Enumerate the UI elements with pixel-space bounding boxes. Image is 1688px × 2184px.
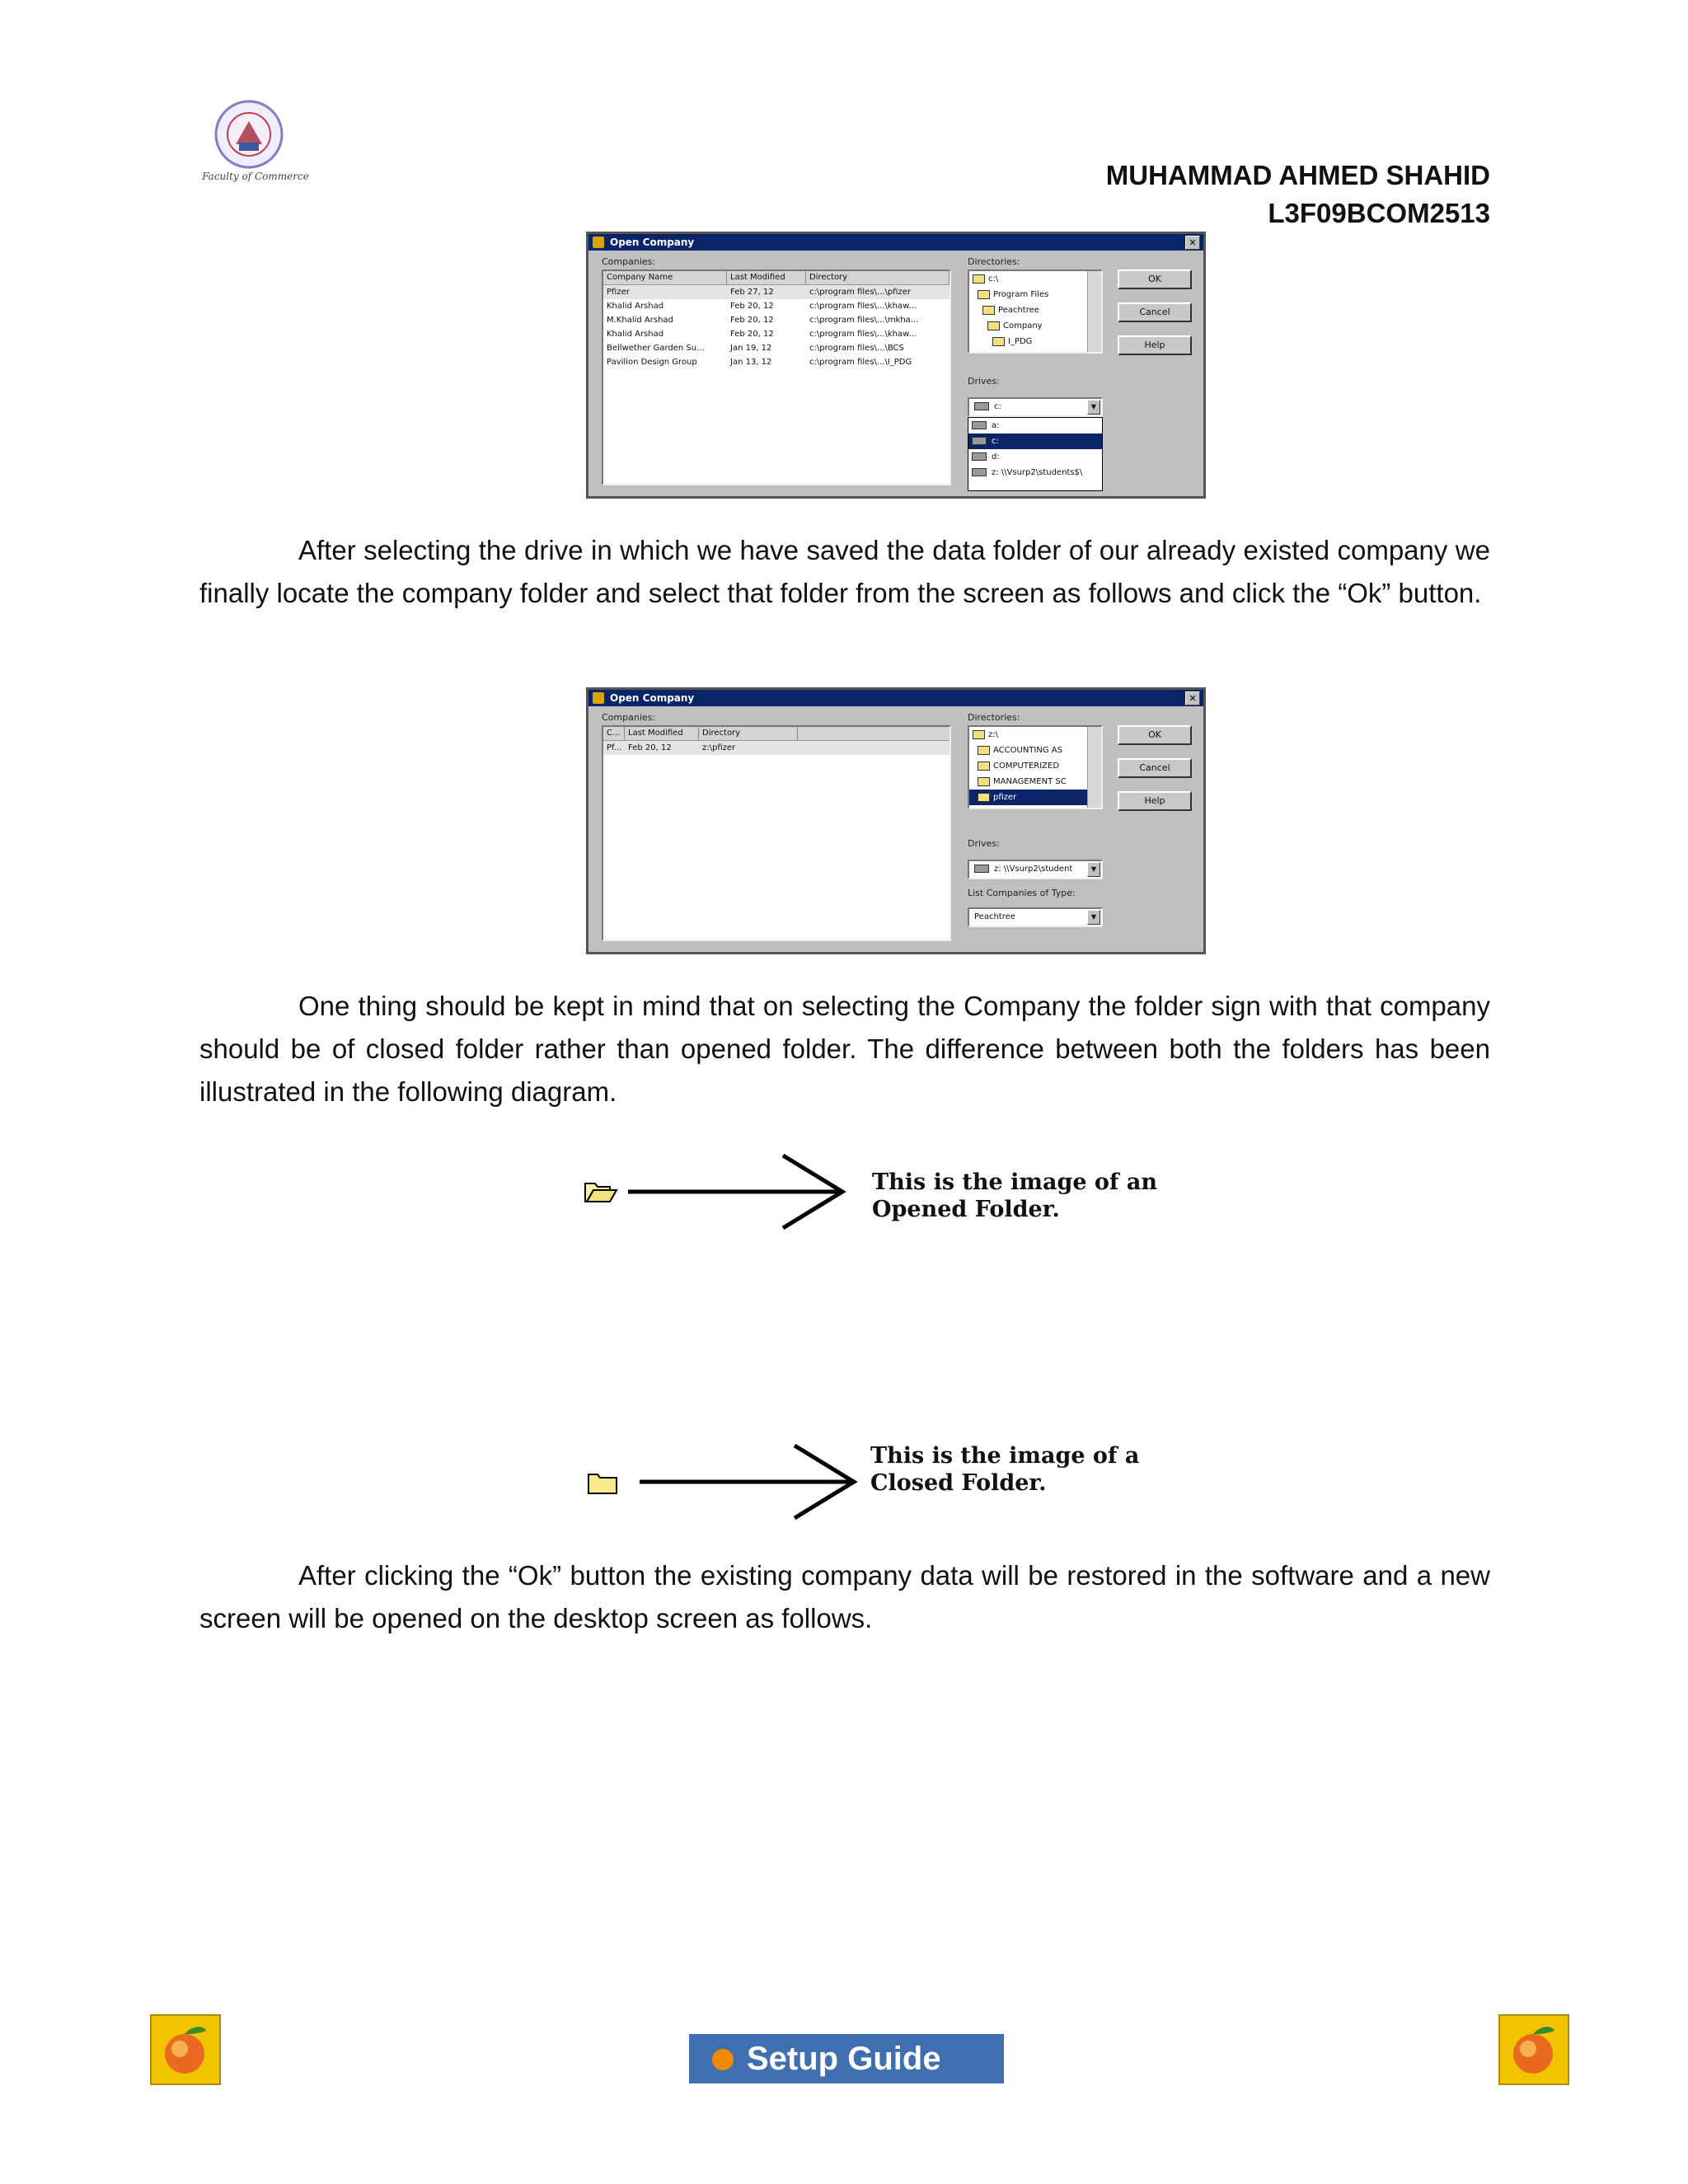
paragraph-3-text: After clicking the “Ok” button the existing company data will be restored in the software and a new screen will be opened on the desktop screen as follows.: [199, 1560, 1490, 1633]
ok-button[interactable]: OK: [1118, 269, 1192, 289]
table-cell: Feb 27, 12: [730, 288, 774, 297]
chevron-down-icon[interactable]: ▼: [1087, 400, 1100, 415]
drive-icon: [974, 402, 989, 410]
directory-label: Program Files: [993, 290, 1049, 299]
companies-list[interactable]: [602, 269, 951, 485]
orange-dot-icon: [712, 2049, 734, 2070]
table-cell: Bellwether Garden Su...: [607, 344, 705, 353]
folder-icon: [978, 777, 990, 786]
directory-label: COMPUTERIZED: [993, 762, 1060, 771]
companies-header: [603, 727, 950, 741]
folder-icon: [973, 274, 985, 284]
dialog-title: Open Company: [610, 237, 695, 248]
table-cell: Pavilion Design Group: [607, 358, 697, 367]
drive-option[interactable]: [968, 465, 1102, 480]
setup-guide-banner: [689, 2034, 1004, 2083]
table-row[interactable]: [603, 341, 950, 355]
table-row[interactable]: [603, 327, 950, 341]
table-row[interactable]: [603, 299, 950, 313]
paragraph-2: [199, 985, 1490, 1113]
directory-item[interactable]: [969, 790, 1101, 805]
drives-select[interactable]: [968, 860, 1103, 879]
directory-label: c:\: [988, 274, 999, 284]
table-row[interactable]: [603, 355, 950, 369]
table-cell: Jan 13, 12: [730, 358, 772, 367]
company-type-value: Peachtree: [974, 912, 1015, 921]
opened-folder-icon: [584, 1179, 618, 1205]
companies-label: Companies:: [602, 256, 656, 267]
drive-option-label: c:: [992, 437, 999, 446]
directory-label: I_PDG: [1008, 337, 1033, 346]
table-cell: Feb 20, 12: [730, 330, 774, 339]
drive-icon: [972, 452, 987, 461]
close-icon[interactable]: ✕: [1185, 691, 1200, 705]
drive-option-label: z: \\Vsurp2\students$\: [992, 468, 1083, 477]
col-directory[interactable]: Directory: [699, 727, 798, 740]
directory-item[interactable]: [969, 743, 1101, 758]
companies-list[interactable]: [602, 725, 951, 941]
drives-label: Drives:: [968, 838, 1000, 849]
arrow-icon: [638, 1442, 860, 1521]
table-cell: c:\program files\...\pfizer: [809, 288, 911, 297]
directory-item[interactable]: [969, 318, 1101, 334]
directories-list[interactable]: [968, 725, 1103, 809]
paragraph-1-text: After selecting the drive in which we have saved the data folder of our already existed company we finally locate the company folder and select that folder from the screen as follows and click the “Ok” button.: [199, 535, 1490, 608]
drive-icon: [972, 421, 987, 429]
open-company-dialog-1: [586, 232, 1206, 499]
companies-header: [603, 271, 950, 285]
table-cell: Feb 20, 12: [730, 316, 774, 325]
directory-label: ACCOUNTING AS: [993, 746, 1062, 755]
folder-icon: [978, 793, 990, 802]
peach-logo-icon: [1498, 2014, 1569, 2085]
app-icon: [593, 692, 604, 704]
drives-label: Drives:: [968, 376, 1000, 387]
closed-folder-icon: [587, 1470, 618, 1495]
directories-scrollbar[interactable]: [1087, 271, 1101, 352]
company-type-label: List Companies of Type:: [968, 888, 1076, 898]
directory-item[interactable]: [969, 727, 1101, 743]
logo-caption: Faculty of Commerce: [202, 171, 309, 182]
folder-icon: [978, 762, 990, 771]
drives-select[interactable]: [968, 397, 1103, 417]
col-company-name[interactable]: Company Name: [603, 271, 727, 284]
chevron-down-icon[interactable]: ▼: [1087, 910, 1100, 925]
table-cell: c:\program files\...\mkha...: [809, 316, 919, 325]
author-block: [1106, 157, 1490, 232]
drive-option[interactable]: [968, 449, 1102, 465]
paragraph-2-text: One thing should be kept in mind that on selecting the Company the folder sign with that company should be of closed folder rather than opened folder. The difference between both the folders has been illustrated in the following diagram.: [199, 991, 1490, 1107]
cancel-button[interactable]: Cancel: [1118, 758, 1192, 778]
folder-icon: [987, 321, 1000, 330]
directories-label: Directories:: [968, 712, 1020, 723]
drive-icon: [972, 468, 987, 476]
col-last-modified[interactable]: Last Modified: [625, 727, 699, 740]
table-cell: Pfizer: [607, 288, 630, 297]
table-cell: c:\program files\...\I_PDG: [809, 358, 912, 367]
directories-list[interactable]: [968, 269, 1103, 354]
drive-selected-value: c:: [994, 402, 1001, 411]
drive-icon: [974, 865, 989, 873]
setup-guide-label: Setup Guide: [747, 2041, 941, 2077]
paragraph-3: [199, 1554, 1490, 1640]
directory-label: Peachtree: [998, 306, 1039, 315]
directory-item[interactable]: [969, 774, 1101, 790]
table-row[interactable]: [603, 285, 950, 299]
dialog-title: Open Company: [610, 692, 695, 704]
directory-item[interactable]: [969, 287, 1101, 302]
folder-icon: [992, 337, 1005, 346]
directory-item[interactable]: [969, 271, 1101, 287]
author-name: MUHAMMAD AHMED SHAHID: [1105, 160, 1490, 190]
drive-selected-value: z: \\Vsurp2\student: [994, 865, 1073, 874]
table-cell: Khalid Arshad: [607, 330, 664, 339]
table-cell: z:\pfizer: [702, 743, 736, 752]
help-button[interactable]: Help: [1118, 335, 1192, 355]
table-cell: c:\program files\...\khaw...: [809, 302, 917, 311]
table-cell: Feb 20, 12: [628, 743, 672, 752]
closed-folder-caption: This is the image of a Closed Folder.: [870, 1443, 1140, 1496]
company-type-select[interactable]: [968, 907, 1103, 927]
help-button[interactable]: Help: [1118, 791, 1192, 811]
drive-option-label: a:: [992, 421, 1000, 430]
drive-option[interactable]: [968, 418, 1102, 434]
companies-label: Companies:: [602, 712, 656, 723]
folder-icon: [978, 746, 990, 755]
paragraph-1: [199, 529, 1490, 615]
app-icon: [593, 237, 604, 248]
directories-scrollbar[interactable]: [1087, 727, 1101, 808]
table-row[interactable]: [603, 313, 950, 327]
directories-label: Directories:: [968, 256, 1020, 267]
drives-dropdown[interactable]: [968, 417, 1103, 491]
directory-item[interactable]: [969, 758, 1101, 774]
chevron-down-icon[interactable]: ▼: [1087, 862, 1100, 877]
drive-icon: [972, 437, 987, 445]
col-company-name[interactable]: C...: [603, 727, 625, 740]
folder-icon: [978, 290, 990, 299]
opened-folder-caption: This is the image of an Opened Folder.: [872, 1169, 1158, 1222]
directory-item[interactable]: [969, 334, 1101, 349]
table-cell: c:\program files\...\khaw...: [809, 330, 917, 339]
folder-icon: [973, 730, 985, 739]
dialog-titlebar: [588, 234, 1203, 251]
table-cell: Pf...: [607, 743, 622, 752]
dialog-titlebar: [588, 690, 1203, 706]
cancel-button[interactable]: Cancel: [1118, 302, 1192, 322]
arrow-icon: [626, 1152, 849, 1231]
close-icon[interactable]: ✕: [1185, 236, 1200, 250]
open-company-dialog-2: [586, 687, 1206, 954]
col-directory[interactable]: Directory: [806, 271, 950, 284]
table-row[interactable]: [603, 741, 950, 755]
directory-label: MANAGEMENT SC: [993, 777, 1067, 786]
directory-label: Company: [1003, 321, 1043, 330]
table-cell: c:\program files\...\BCS: [809, 344, 904, 353]
table-cell: Jan 19, 12: [730, 344, 772, 353]
ok-button[interactable]: OK: [1118, 725, 1192, 745]
drive-option-label: d:: [992, 452, 1000, 462]
table-cell: M.Khalid Arshad: [607, 316, 673, 325]
author-id: L3F09BCOM2513: [1268, 198, 1490, 228]
directory-label: z:\: [988, 730, 998, 739]
table-cell: Feb 20, 12: [730, 302, 774, 311]
drive-option[interactable]: [968, 434, 1102, 449]
folder-icon: [982, 306, 995, 315]
table-cell: Khalid Arshad: [607, 302, 664, 311]
col-last-modified[interactable]: Last Modified: [727, 271, 806, 284]
directory-item[interactable]: [969, 302, 1101, 318]
directory-label: pfizer: [993, 793, 1017, 802]
peach-logo-icon: [150, 2014, 221, 2085]
